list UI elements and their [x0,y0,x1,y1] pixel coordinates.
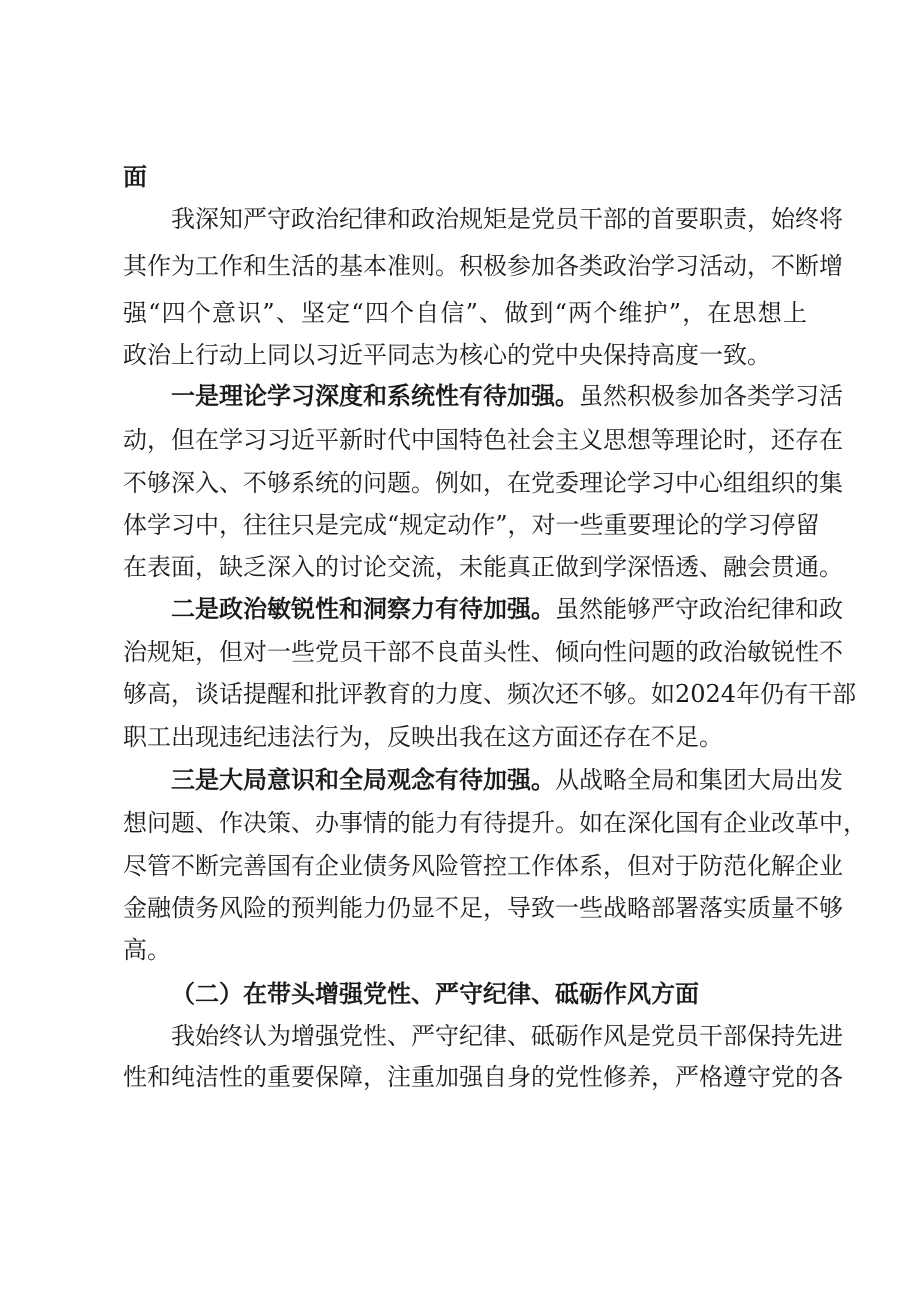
paragraph-text: 从战略全局和集团大局出发 [555,766,843,794]
paragraph-line: 其作为工作和生活的基本准则。积极参加各类政治学习活动，不断增 [123,252,843,280]
paragraph-line: 够高，谈话提醒和批评教育的力度、频次还不够。如2024年仍有干部 [123,680,857,708]
paragraph-line: 强“四个意识”、坚定“四个自信”、做到“两个维护”，在思想上 [123,299,807,327]
paragraph-line: 性和纯洁性的重要保障，注重加强自身的党性修养，严格遵守党的各 [123,1063,843,1091]
paragraph-text: 虽然积极参加各类学习活 [579,382,843,410]
section-heading: （二）在带头增强党性、严守纪律、砥砺作风方面 [171,979,699,1008]
paragraph-lead: 三是大局意识和全局观念有待加强。 [171,765,555,794]
paragraph-line: 政治上行动上同以习近平同志为核心的党中央保持高度一致。 [123,341,771,369]
paragraph-line: 高。 [123,936,171,964]
paragraph-line: 尽管不断完善国有企业债务风险管控工作体系，但对于防范化解企业 [123,852,843,880]
paragraph-line: 在表面，缺乏深入的讨论交流，未能真正做到学深悟透、融会贯通。 [123,553,843,581]
paragraph-line: 金融债务风险的预判能力仍显不足，导致一些战略部署落实质量不够 [123,894,843,922]
paragraph-line: 体学习中，往往只是完成“规定动作”，对一些重要理论的学习停留 [123,511,820,539]
section-heading-tail: 面 [123,162,147,191]
paragraph-line: 我深知严守政治纪律和政治规矩是党员干部的首要职责，始终将 [171,205,843,233]
paragraph-line: 动，但在学习习近平新时代中国特色社会主义思想等理论时，还存在 [123,426,843,454]
paragraph-line: 不够深入、不够系统的问题。例如，在党委理论学习中心组组织的集 [123,469,843,497]
paragraph-line [171,376,843,416]
paragraph-line: 职工出现违纪违法行为，反映出我在这方面还存在不足。 [123,723,723,751]
paragraph-line: 我始终认为增强党性、严守纪律、砥砺作风是党员干部保持先进 [171,1022,843,1050]
paragraph-line [171,760,843,800]
paragraph-line: 想问题、作决策、办事情的能力有待提升。如在深化国有企业改革中， [123,809,867,837]
paragraph-lead: 一是理论学习深度和系统性有待加强。 [171,381,579,410]
paragraph-text: 虽然能够严守政治纪律和政 [555,595,843,623]
paragraph-lead: 二是政治敏锐性和洞察力有待加强。 [171,594,555,623]
paragraph-line: 治规矩，但对一些党员干部不良苗头性、倾向性问题的政治敏锐性不 [123,638,843,666]
paragraph-line [171,589,843,629]
